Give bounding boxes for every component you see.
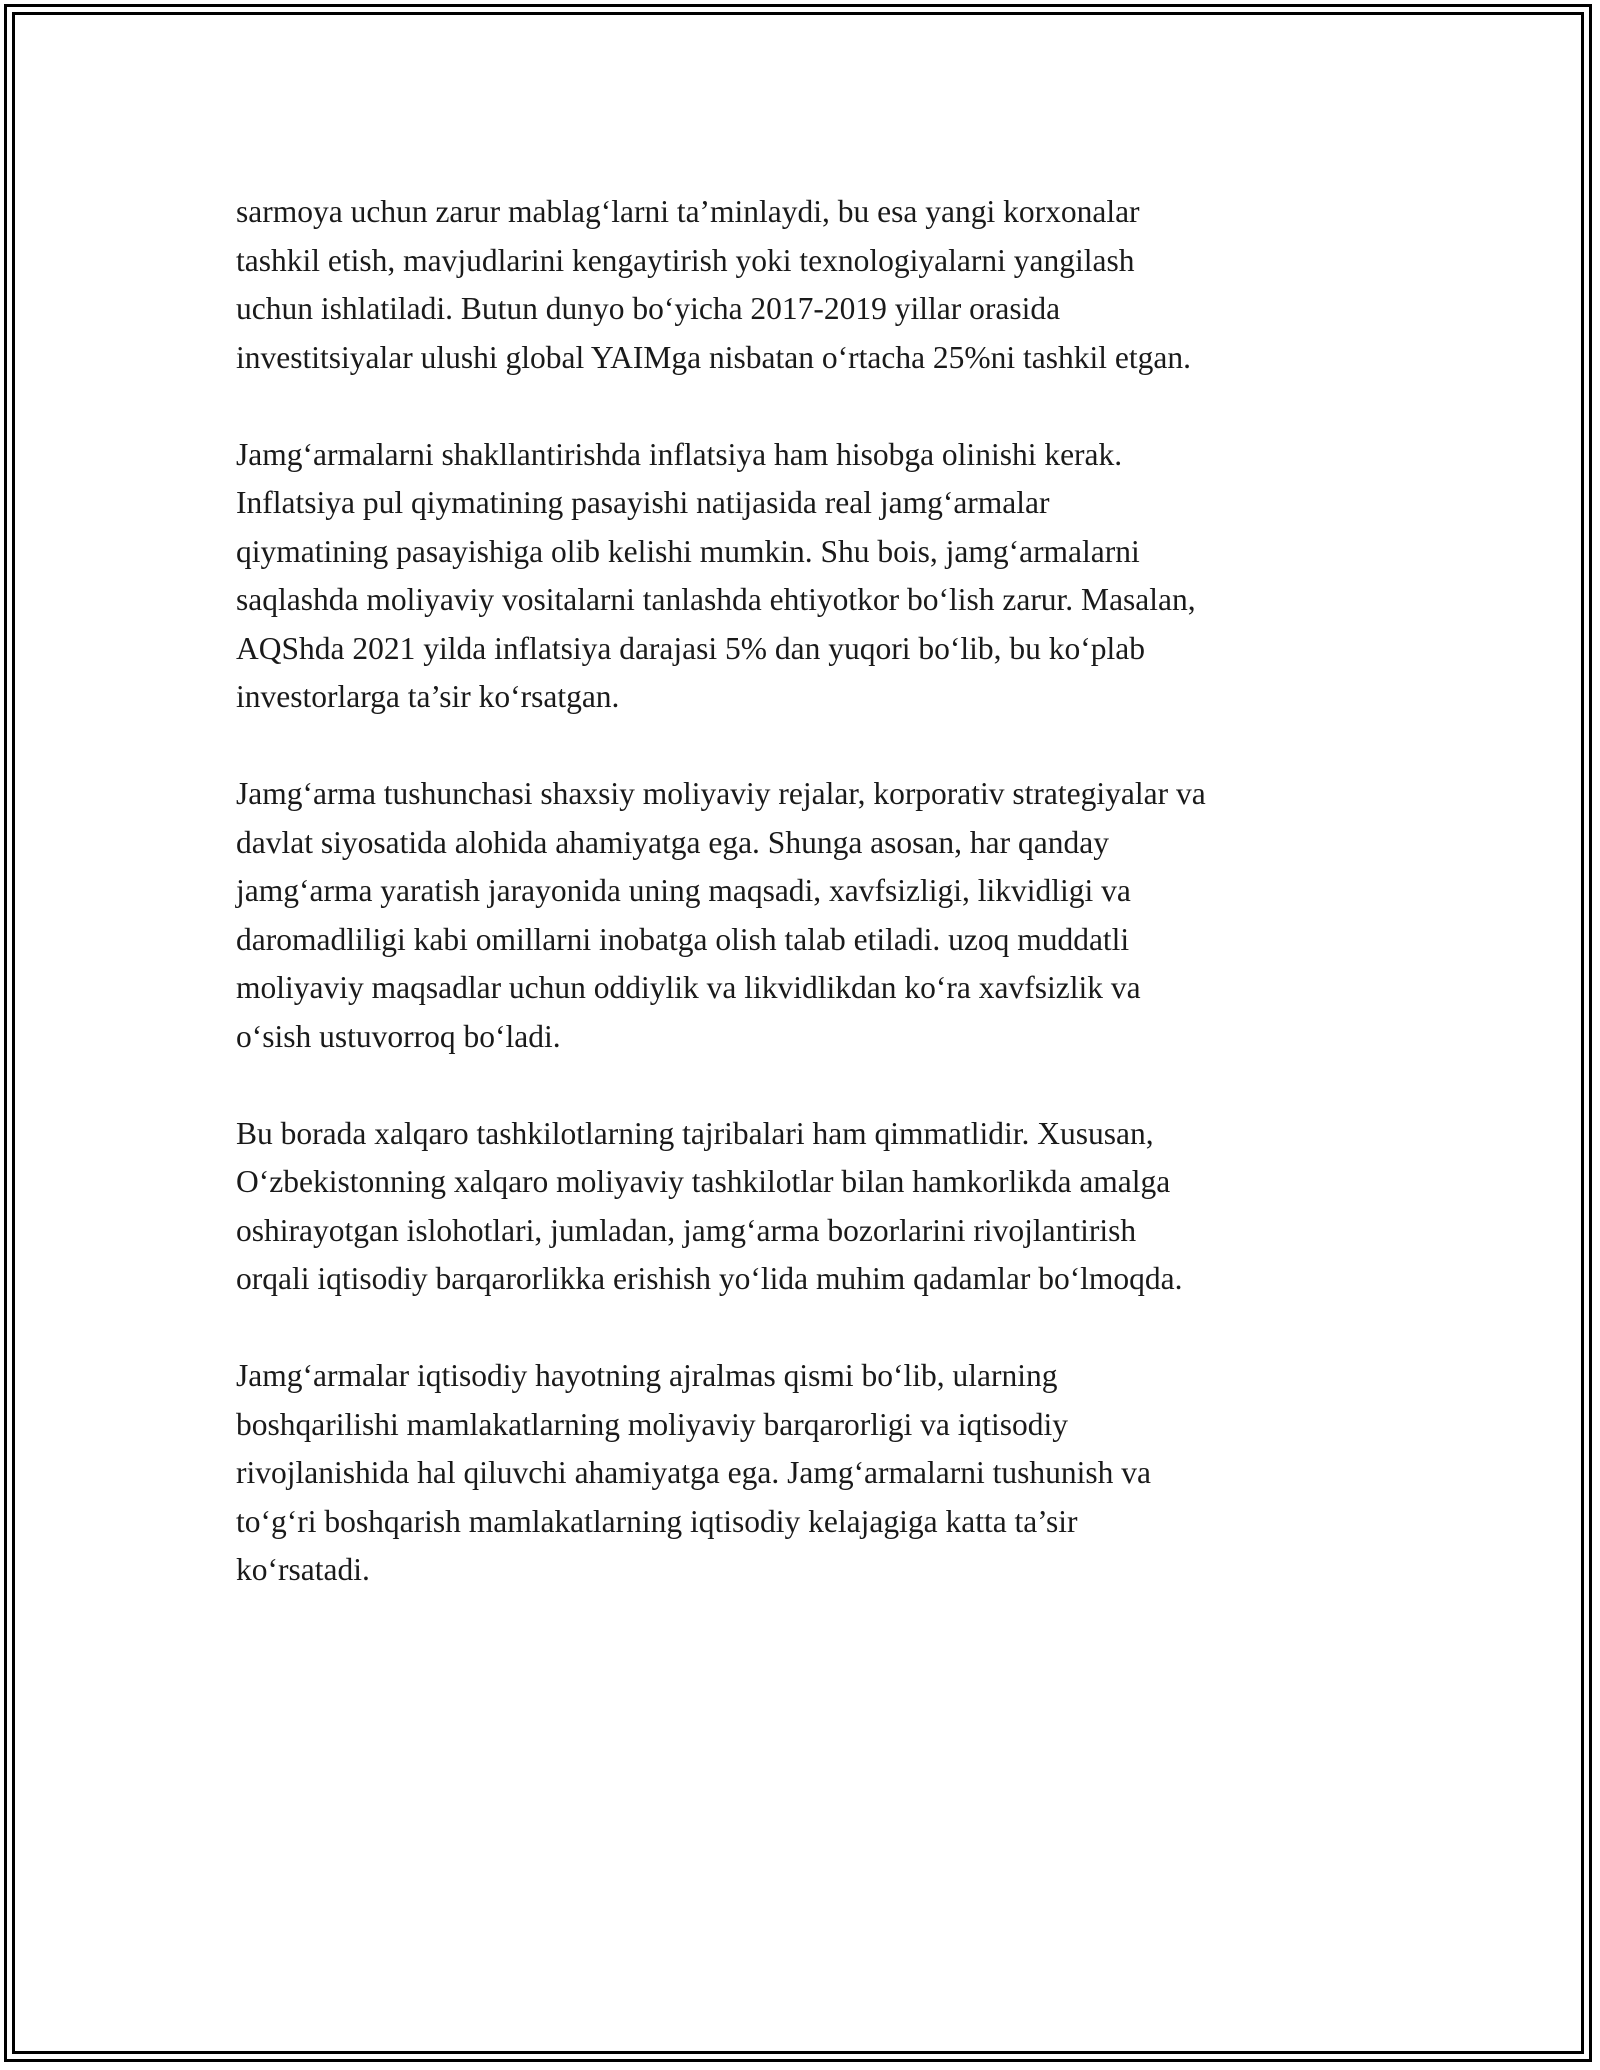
paragraph-2: Jamg‘armalarni shakllantirishda inflatsiya ham hisobga olinishi kerak. Inflatsiya pul qiymatining pasayishi natijasida real jamg‘armalar qiymatining pasayishiga olib kelishi mumkin. Shu bois, jamg‘armalarni saqlashda moliyaviy vositalarni tanlashda ehtiyotkor bo‘lish zarur. Masalan, AQShda 2021 yilda inflatsiya darajasi 5% dan yuqori bo‘lib, bu ko‘plab investorlarga ta’sir ko‘rsatgan. — [236, 436, 1196, 714]
paragraph-5: Jamg‘armalar iqtisodiy hayotning ajralmas qismi bo‘lib, ularning boshqarilishi mamlakatlarning moliyaviy barqarorligi va iqtisodiy rivojlanishida hal qiluvchi ahamiyatga ega. Jamg‘armalarni tushunish va to‘g‘ri boshqarish mamlakatlarning iqtisodiy kelajagiga katta ta’sir ko‘rsatadi. — [236, 1358, 1151, 1587]
paragraph-4: Bu borada xalqaro tashkilotlarning tajribalari ham qimmatlidir. Xususan, O‘zbekistonning xalqaro moliyaviy tashkilotlar bilan hamkorlikda amalga oshirayotgan islohotlari, jumladan, jamg‘arma bozorlarini rivojlantirish orqali iqtisodiy barqarorlikka erishish yo‘lida muhim qadamlar bo‘lmoqda. — [236, 1115, 1183, 1296]
document-body — [236, 188, 1396, 1643]
paragraph-1: sarmoya uchun zarur mablag‘larni ta’minlaydi, bu esa yangi korxonalar tashkil etish, mavjudlarini kengaytirish yoki texnologiyalarni yangilash uchun ishlatiladi. Butun dunyo bo‘yicha 2017-2019 yillar orasida investitsiyalar ulushi global YAIMga nisbatan o‘rtacha 25%ni tashkil etgan. — [236, 194, 1191, 375]
paragraph-3: Jamg‘arma tushunchasi shaxsiy moliyaviy rejalar, korporativ strategiyalar va davlat siyosatida alohida ahamiyatga ega. Shunga asosan, har qanday jamg‘arma yaratish jarayonida uning maqsadi, xavfsizligi, likvidligi va daromadliligi kabi omillarni inobatga olish talab etiladi. uzoq muddatli moliyaviy maqsadlar uchun oddiylik va likvidlikdan ko‘ra xavfsizlik va o‘sish ustuvorroq bo‘ladi. — [236, 776, 1206, 1054]
